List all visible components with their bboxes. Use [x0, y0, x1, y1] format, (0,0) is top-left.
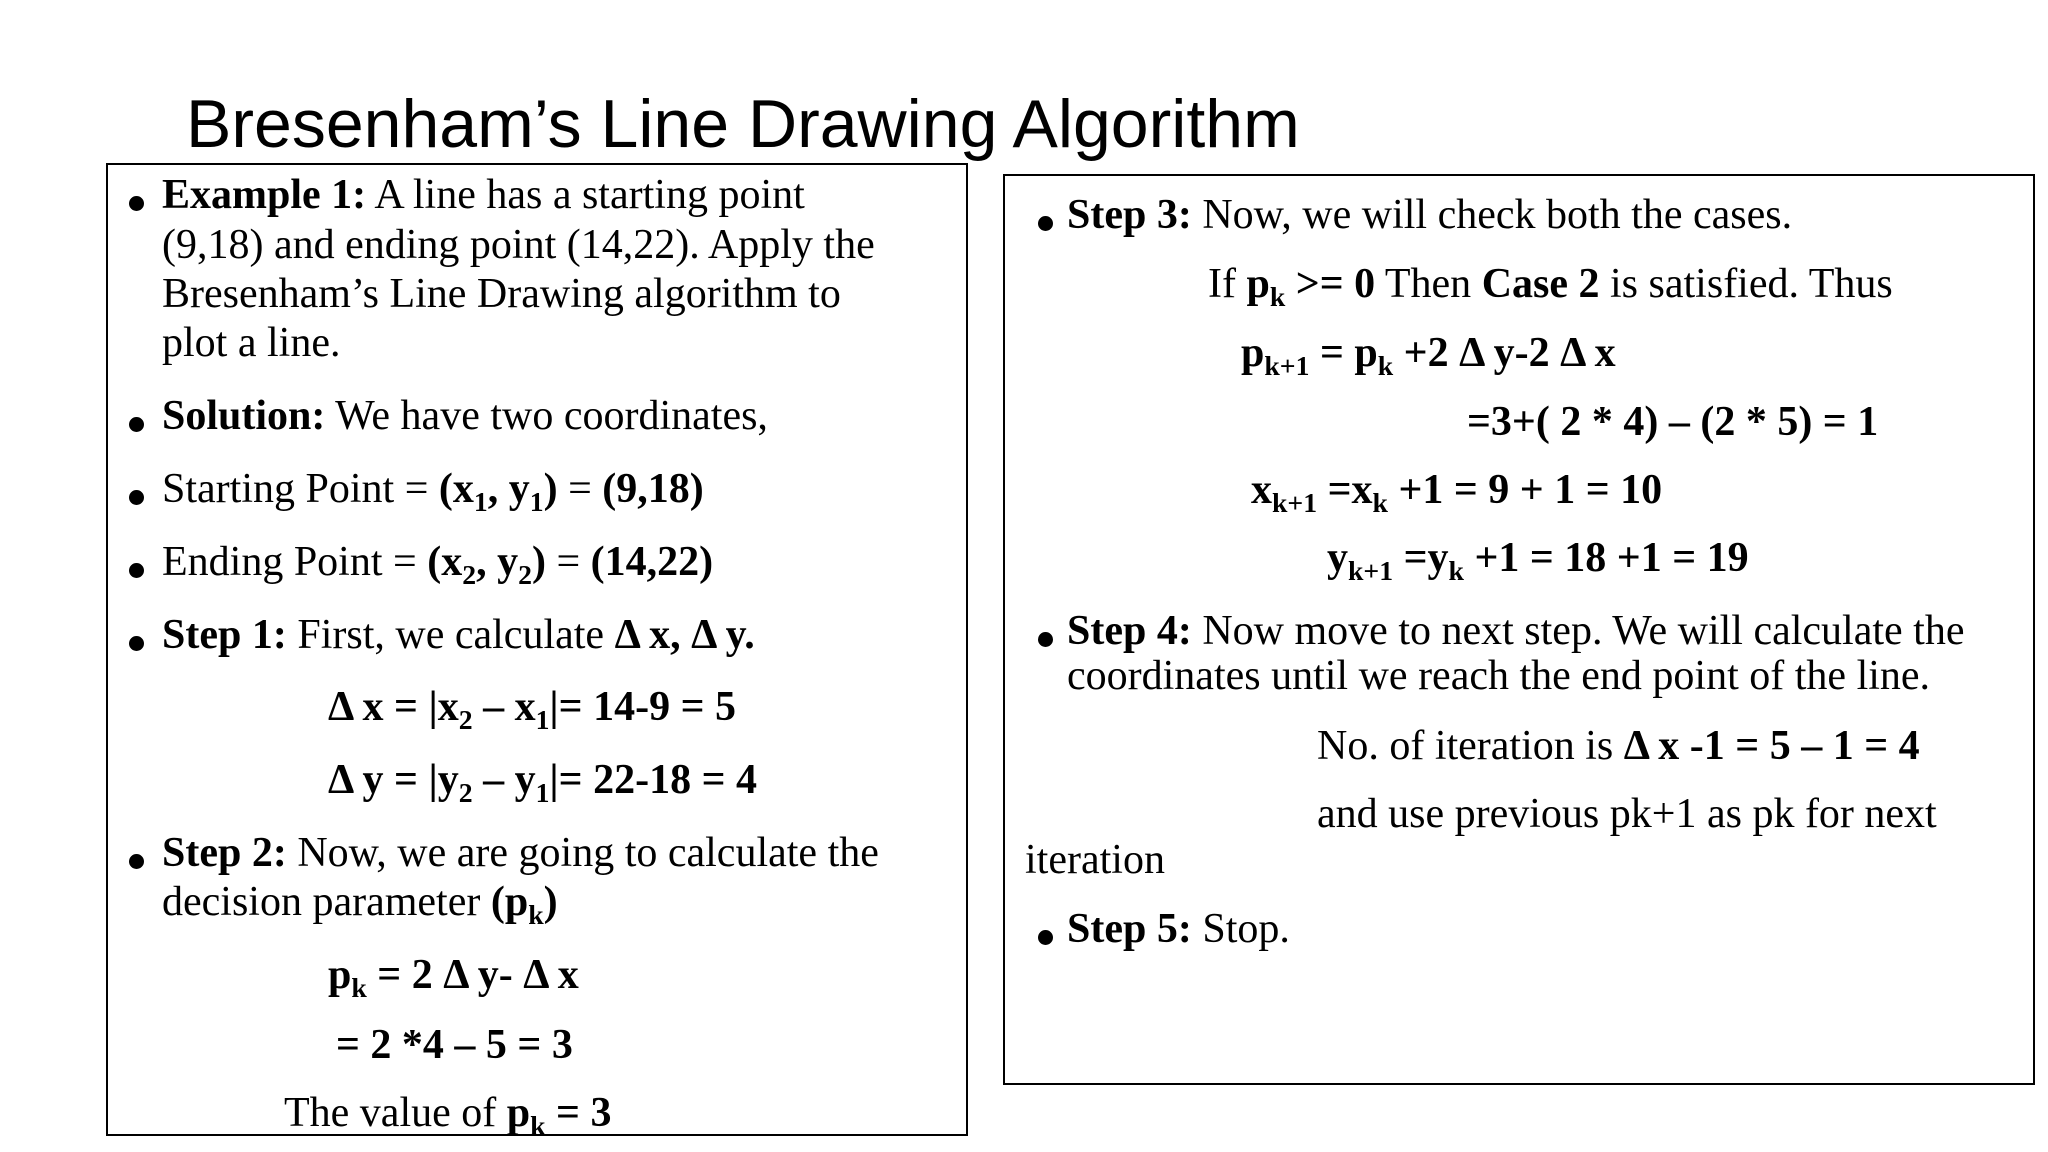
iteration-word: iteration: [1025, 837, 1165, 883]
step2-line-2: decision parameter $(p_k)$: [162, 879, 558, 930]
starting-point-line: Starting Point = ($x_1$, $y_1) = (9,18)$: [162, 466, 704, 517]
slide-title: Bresenham’s Line Drawing Algorithm: [186, 86, 1300, 162]
solution-line: Solution: We have two coordinates,: [162, 393, 768, 439]
ending-point-line: Ending Point = ($x_2$, $y_2) = (14,22)$: [162, 539, 714, 590]
example-line-3: Bresenham’s Line Drawing algorithm to: [162, 271, 841, 317]
pk-calculation: = 2 *4 – 5 = 3: [336, 1022, 573, 1068]
iteration-count-line: No. of iteration is Δ x -1 = 5 – 1 = 4: [1317, 723, 1920, 769]
step1-line: Step 1: First, we calculate Δ x, Δ y.: [162, 612, 755, 658]
case-condition-line: If $p_k >= 0$ Then Case 2 is satisfied. Thus: [1208, 261, 1893, 312]
xk1-formula: $x_{k+1} =x_k +1 = 9 + 1 = 10$: [1251, 467, 1663, 518]
example-line-1: Example 1: A line has a starting point: [162, 172, 805, 218]
previous-pk-line: and use previous pk+1 as pk for next: [1317, 791, 1937, 837]
example-line-4: plot a line.: [162, 320, 341, 366]
step2-line-1: Step 2: Now, we are going to calculate the: [162, 830, 879, 876]
pk1-calculation: =3+( 2 * 4) – (2 * 5) = 1: [1467, 399, 1879, 445]
delta-x-formula: Δ $x = |x_2 - x_1|= 14-9 = 5$: [328, 684, 737, 735]
right-content-box: [1003, 174, 2035, 1085]
left-content-box: [106, 163, 968, 1136]
step3-line: Step 3: Now, we will check both the cases.: [1067, 192, 1793, 238]
delta-y-formula: Δ $y = |y_2 - y_1|= 22-18 = 4$: [328, 757, 758, 808]
step4-line-2: coordinates until we reach the end point of the line.: [1067, 653, 1931, 699]
step5-line: Step 5: Stop.: [1067, 906, 1290, 952]
yk1-formula: $y_{k+1} =y_k +1 = 18 +1 = 19$: [1327, 535, 1749, 586]
pk-formula: $p_k = 2$ Δ y- Δ x: [328, 952, 579, 1003]
example-line-2: (9,18) and ending point (14,22). Apply the: [162, 222, 875, 268]
pk1-formula: $p_{k+1} = p_k +2$ Δ y-2 Δ x: [1241, 330, 1616, 381]
pk-value-line: The value of $p_k = 3$: [284, 1090, 612, 1136]
step4-line-1: Step 4: Now move to next step. We will calculate the: [1067, 608, 1965, 654]
example-label: Example 1:: [162, 172, 367, 218]
